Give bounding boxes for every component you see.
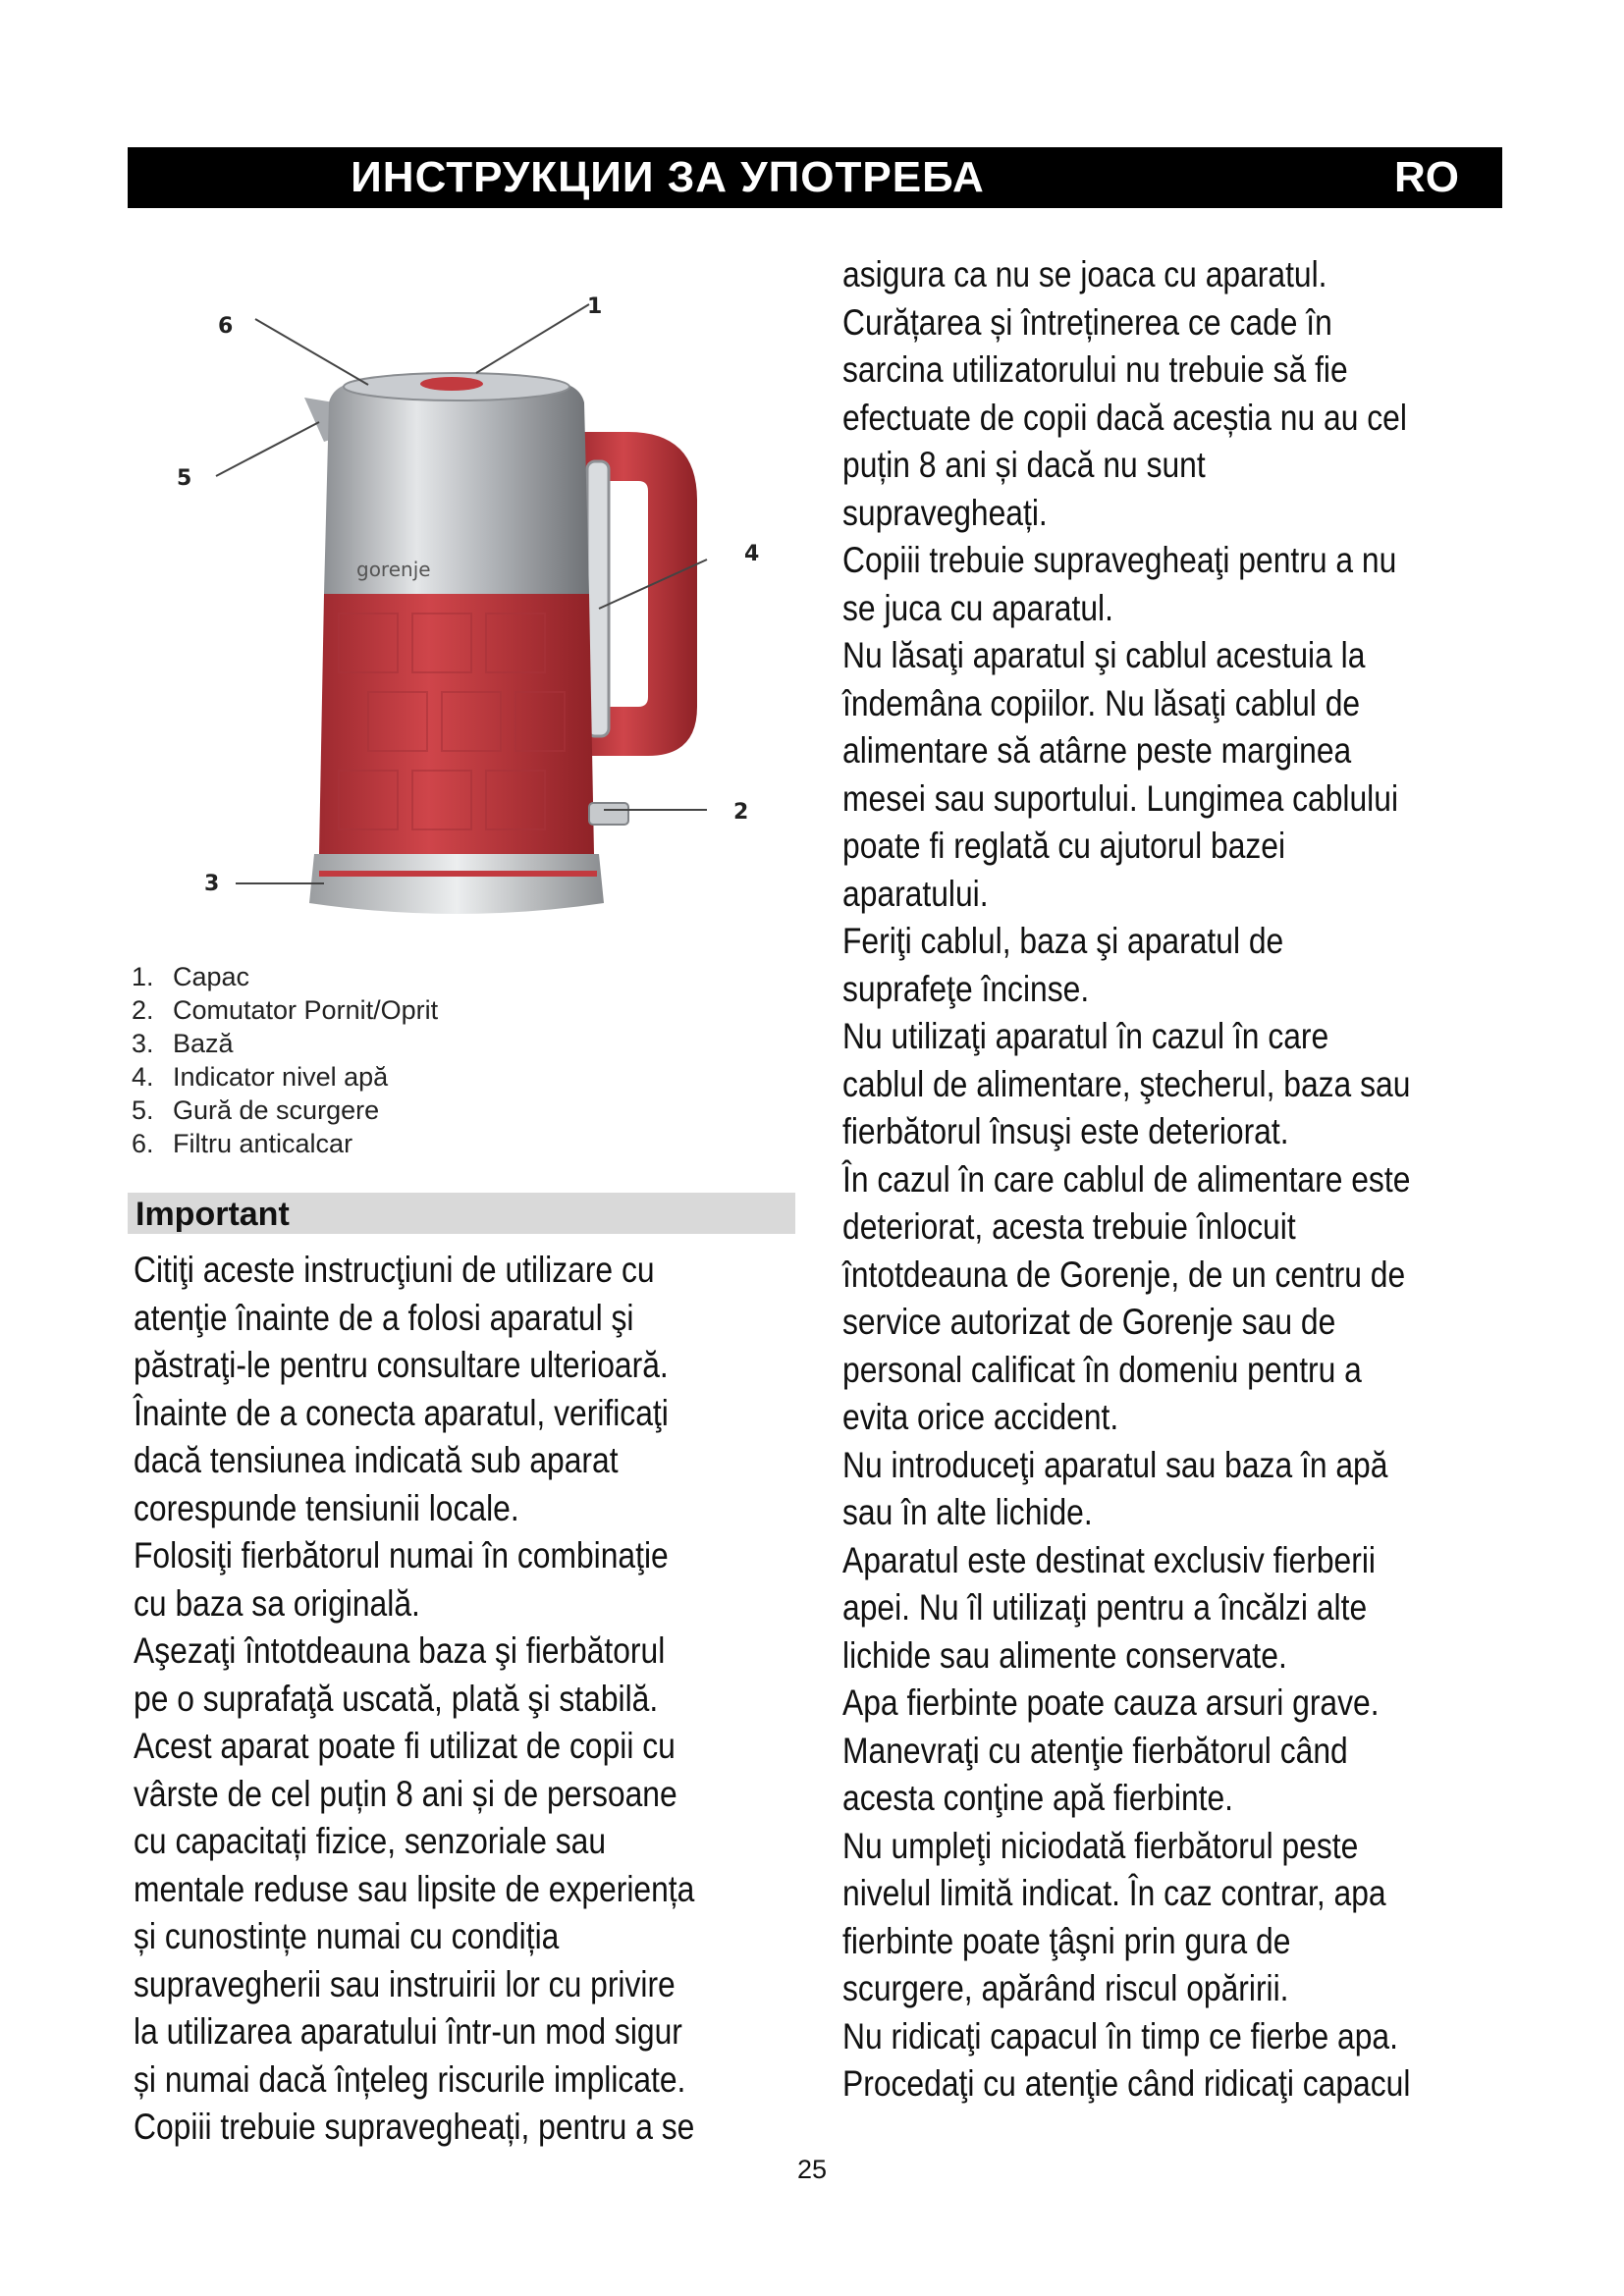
- text-line: Nu ridicaţi capacul în timp ce fierbe apa.: [842, 2015, 1398, 2056]
- text-line: Înainte de a conecta aparatul, verificaţi: [134, 1392, 669, 1433]
- left-text-column: [134, 1247, 694, 2152]
- text-line: Acest aparat poate fi utilizat de copii cu: [134, 1726, 676, 1766]
- parts-list: [132, 960, 438, 1160]
- text-line: pe o suprafaţă uscată, plată şi stabilă.: [134, 1678, 659, 1719]
- text-line: alimentare să atârne peste marginea: [842, 730, 1352, 771]
- text-line: Feriţi cablul, baza şi aparatul de: [842, 921, 1284, 961]
- important-heading-bar: [128, 1193, 795, 1234]
- text-line: Folosiţi fierbătorul numai în combinaţie: [134, 1535, 669, 1575]
- list-item: 2. Comutator Pornit/Oprit: [132, 995, 439, 1025]
- text-line: poate fi reglată cu ajutorul bazei: [842, 826, 1286, 866]
- text-line: Nu utilizaţi aparatul în cazul în care: [842, 1016, 1329, 1056]
- text-line: vârste de cel puțin 8 ani și de persoane: [134, 1773, 677, 1814]
- text-line: Nu introduceţi aparatul sau baza în apă: [842, 1444, 1388, 1485]
- text-line: lichide sau alimente conservate.: [842, 1634, 1287, 1676]
- callout-2: 2: [733, 800, 749, 825]
- text-line: asigura ca nu se joaca cu aparatul.: [842, 254, 1327, 294]
- text-line: supravegheați.: [842, 492, 1048, 533]
- list-item: 4. Indicator nivel apă: [132, 1062, 389, 1092]
- text-line: cu capacitați fizice, senzoriale sau: [134, 1821, 607, 1861]
- text-line: se juca cu aparatul.: [842, 587, 1113, 628]
- text-line: îndemâna copiilor. Nu lăsaţi cablul de: [842, 682, 1361, 723]
- text-line: Nu lăsaţi aparatul şi cablul acestuia la: [842, 635, 1366, 675]
- right-text-column: [842, 251, 1410, 2109]
- text-line: acesta conţine apă fierbinte.: [842, 1778, 1234, 1818]
- text-line: Nu umpleţi niciodată fierbătorul peste: [842, 1825, 1359, 1866]
- text-line: Procedaţi cu atenţie când ridicaţi capacul: [842, 2063, 1411, 2104]
- power-switch: [589, 803, 628, 825]
- list-item: 5. Gură de scurgere: [132, 1095, 380, 1125]
- text-line: cablul de alimentare, ştecherul, baza sau: [842, 1063, 1411, 1104]
- text-line: atenţie înainte de a folosi aparatul şi: [134, 1297, 634, 1338]
- text-line: mesei sau suportului. Lungimea cablului: [842, 777, 1399, 819]
- text-line: service autorizat de Gorenje sau de: [842, 1302, 1336, 1342]
- text-line: efectuate de copii dacă aceștia nu au cel: [842, 397, 1407, 438]
- kettle-illustration: [128, 265, 795, 942]
- text-line: deteriorat, acesta trebuie înlocuit: [842, 1206, 1296, 1247]
- text-line: Copiii trebuie supravegheați, pentru a se: [134, 2107, 695, 2147]
- list-item: 3. Bază: [132, 1029, 234, 1058]
- text-line: suprafeţe încinse.: [842, 968, 1090, 1009]
- text-line: Copiii trebuie supravegheaţi pentru a nu: [842, 540, 1397, 580]
- kettle-base: [309, 854, 604, 914]
- text-line: corespunde tensiunii locale.: [134, 1487, 519, 1528]
- text-line: întotdeauna de Gorenje, de un centru de: [842, 1254, 1406, 1295]
- text-line: fierbinte poate ţâşni prin gura de: [842, 1920, 1291, 1961]
- text-line: cu baza sa originală.: [134, 1582, 420, 1624]
- header-title: ИНСТРУКЦИИ ЗА УПОТРЕБА: [351, 153, 985, 201]
- callout-3: 3: [204, 872, 220, 896]
- list-item: 6. Filtru anticalcar: [132, 1129, 353, 1158]
- kettle-red-body: [319, 594, 594, 869]
- text-line: la utilizarea aparatului într-un mod sigur: [134, 2011, 682, 2052]
- list-item: 1. Capac: [132, 962, 250, 991]
- callout-6: 6: [218, 314, 234, 339]
- text-line: dacă tensiunea indicată sub aparat: [134, 1440, 619, 1480]
- text-line: apei. Nu îl utilizaţi pentru a încălzi alte: [842, 1587, 1368, 1628]
- callout-4: 4: [744, 542, 760, 566]
- important-heading: Important: [135, 1196, 290, 1233]
- text-line: puțin 8 ani și dacă nu sunt: [842, 445, 1206, 485]
- text-line: sarcina utilizatorului nu trebuie să fie: [842, 349, 1348, 390]
- text-line: Manevraţi cu atenţie fierbătorul când: [842, 1730, 1348, 1771]
- callout-5: 5: [177, 466, 192, 491]
- header-bar: [128, 147, 1502, 208]
- page-number: 25: [796, 2155, 828, 2184]
- text-line: păstraţi-le pentru consultare ulterioară.: [134, 1345, 669, 1385]
- text-line: Curățarea și întreținerea ce cade în: [842, 301, 1332, 343]
- language-code: RO: [1394, 153, 1459, 201]
- text-line: Citiţi aceste instrucţiuni de utilizare cu: [134, 1250, 655, 1290]
- text-line: Apa fierbinte poate cauza arsuri grave.: [842, 1682, 1380, 1723]
- text-line: mentale reduse sau lipsite de experiența: [134, 1868, 695, 1909]
- text-line: nivelul limită indicat. În caz contrar, apa: [842, 1873, 1386, 1913]
- text-line: scurgere, apărând riscul opăririi.: [842, 1968, 1289, 2008]
- text-line: aparatului.: [842, 873, 989, 914]
- text-line: În cazul în care cablul de alimentare este: [842, 1158, 1411, 1200]
- text-line: evita orice accident.: [842, 1397, 1119, 1437]
- callout-1: 1: [587, 294, 603, 319]
- text-line: Aşezaţi întotdeauna baza şi fierbătorul: [134, 1630, 666, 1671]
- brand-logo-text: gorenje: [356, 558, 431, 581]
- kettle-figure: [128, 265, 795, 942]
- text-line: personal calificat în domeniu pentru a: [842, 1349, 1362, 1390]
- text-line: supravegherii sau instruirii lor cu privire: [134, 1963, 676, 2004]
- text-line: și numai dacă înțeleg riscurile implicate.: [134, 2058, 686, 2100]
- text-line: și cunostințe numai cu condiția: [134, 1916, 560, 1956]
- text-line: Aparatul este destinat exclusiv fierberii: [842, 1539, 1376, 1580]
- text-line: fierbătorul însuşi este deteriorat.: [842, 1111, 1289, 1151]
- text-line: sau în alte lichide.: [842, 1492, 1093, 1532]
